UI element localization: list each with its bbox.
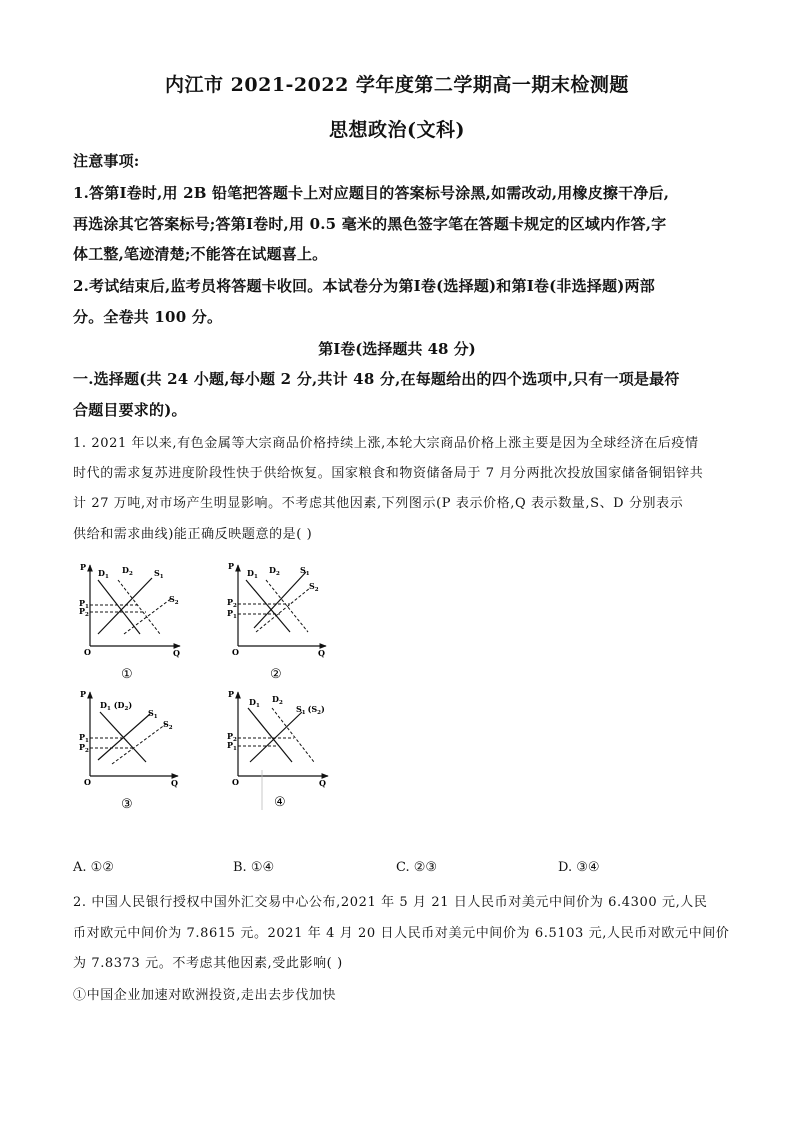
graph-3	[79, 689, 178, 812]
price-label: P	[79, 732, 86, 742]
svg-text:S1	[154, 568, 164, 580]
origin-label: O	[84, 647, 91, 657]
curve-label: D	[122, 565, 129, 575]
curve-label-sub: 2	[168, 725, 173, 731]
graph-1	[79, 562, 180, 682]
question-2-text: 币对欧元中间价为 7.8615 元。2021 年 4 月 20 日人民币对美元中间价为 6.5103 元,人民币对欧元中间价	[73, 926, 730, 941]
price-label: P	[227, 597, 234, 607]
price-label: P	[227, 740, 234, 750]
curve-label-sub: 2	[128, 571, 133, 577]
price-label-sub: 2	[233, 737, 237, 743]
curve-label-sub: 2	[174, 600, 179, 606]
graph-caption: ④	[274, 795, 286, 810]
question-2-text: 为 7.8373 元。不考虑其他因素,受此影响( )	[73, 956, 343, 971]
price-label-sub: 2	[85, 748, 89, 754]
svg-text:S1	[300, 565, 310, 577]
question-1-text: 计 27 万吨,对市场产生明显影响。不考虑其他因素,下列图示(P 表示价格,Q 表示数量,S、D 分别表示	[73, 496, 684, 511]
svg-text:S2	[169, 594, 179, 606]
curve-label: (S	[307, 704, 318, 714]
price-label-sub: 1	[85, 738, 89, 744]
curve-label: S	[163, 719, 169, 729]
svg-text:P	[228, 561, 234, 571]
notice-line: 再选涂其它答案标号;答第Ⅰ卷时,用 0.5 毫米的黑色签字笔在答题卡规定的区域内作答,字	[73, 215, 667, 233]
question-1-text: 时代的需求复苏进度阶段性快于供给恢复。国家粮食和物资储备局于 7 月分两批次投放国家储备铜铝锌共	[73, 466, 704, 481]
axis-label: P	[80, 689, 87, 699]
curve-label: (D	[113, 700, 125, 710]
notice-line: 体工整,笔迹清楚;不能答在试题喜上。	[73, 245, 328, 263]
price-label: P	[79, 742, 86, 752]
exam-subtitle: 思想政治(文科)	[329, 119, 465, 141]
curve-label: )	[321, 704, 325, 714]
origin-label: O	[232, 647, 239, 657]
notice-heading: 注意事项:	[73, 152, 140, 170]
svg-text:S2	[163, 719, 173, 731]
price-label: P	[227, 731, 234, 741]
section-instruction: 一.选择题(共 24 小题,每小题 2 分,共计 48 分,在每题给出的四个选项中,只有一项是最符	[73, 370, 680, 388]
curve-label: S	[300, 565, 306, 575]
axis-label: P	[80, 562, 87, 572]
graph-caption: ③	[121, 797, 133, 812]
question-2-text: 2. 中国人民银行授权中国外汇交易中心公布,2021 年 5 月 21 日人民币对美元中间价为 6.4300 元,人民	[73, 895, 708, 910]
axis-label: Q	[319, 778, 326, 788]
svg-text:P	[80, 689, 86, 699]
supply-demand-graphs	[0, 550, 794, 850]
section-title: 第Ⅰ卷(选择题共 48 分)	[318, 340, 476, 358]
section-instruction: 合题目要求的)。	[73, 401, 187, 419]
curve-label-sub: 2	[314, 587, 319, 593]
question-1-text: 1. 2021 年以来,有色金属等大宗商品价格持续上涨,本轮大宗商品价格上涨主要是因为全球经济在后疫情	[73, 436, 699, 451]
svg-text:D2	[272, 694, 283, 706]
curve-label: S	[309, 581, 315, 591]
origin-label: O	[84, 777, 91, 787]
curve-label-sub: 1	[253, 574, 258, 580]
curve-label: D	[247, 568, 254, 578]
curve-label-sub: 1	[153, 714, 158, 720]
graph-4	[227, 689, 328, 810]
question-2-choice: ①中国企业加速对欧洲投资,走出去步伐加快	[73, 988, 337, 1003]
svg-text:P	[228, 689, 234, 699]
curve-label-sub: 2	[278, 700, 283, 706]
curve-label: )	[128, 700, 133, 710]
graph-caption: ②	[270, 667, 282, 682]
notice-line: 分。全卷共 100 分。	[73, 308, 223, 326]
svg-text:D1(D2)	[100, 700, 132, 712]
curve-label-sub: 1	[301, 710, 306, 716]
option-d[interactable]: D. ③④	[558, 860, 600, 875]
option-c[interactable]: C. ②③	[396, 860, 438, 875]
notice-line: 2.考试结束后,监考员将答题卡收回。本试卷分为第Ⅰ卷(选择题)和第Ⅰ卷(非选择题)两部	[73, 277, 655, 295]
svg-text:D1	[249, 697, 260, 709]
curve-label-sub: 1	[305, 571, 310, 577]
option-a[interactable]: A. ①②	[73, 860, 114, 875]
question-1-text: 供给和需求曲线)能正确反映题意的是( )	[73, 527, 313, 542]
curve-label: D	[249, 697, 256, 707]
graph-2	[227, 561, 326, 682]
curve-label-sub: 1	[159, 574, 164, 580]
svg-text:D2	[269, 565, 280, 577]
curve-label: D	[98, 568, 105, 578]
curve-label: S	[169, 594, 175, 604]
svg-text:S1	[148, 708, 158, 720]
curve-label: S	[296, 704, 302, 714]
curve-label: D	[272, 694, 279, 704]
curve-label-sub: 1	[255, 703, 260, 709]
graph-caption: ①	[121, 667, 133, 682]
notice-line: 1.答第Ⅰ卷时,用 2B 铅笔把答题卡上对应题目的答案标号涂黑,如需改动,用橡皮擦干净后,	[73, 184, 670, 202]
curve-label-sub: 1	[104, 574, 109, 580]
curve-label: S	[154, 568, 160, 578]
svg-text:D1	[98, 568, 109, 580]
price-label: P	[227, 608, 234, 618]
axis-label: P	[228, 689, 235, 699]
curve-label: D	[100, 700, 107, 710]
svg-text:P1	[227, 608, 237, 620]
axis-label: Q	[318, 648, 325, 658]
axis-label: Q	[173, 648, 180, 658]
svg-text:D2	[122, 565, 133, 577]
price-label-sub: 1	[233, 746, 237, 752]
price-label-sub: 1	[85, 604, 89, 610]
svg-text:S2	[309, 581, 319, 593]
price-label-sub: 2	[233, 603, 237, 609]
svg-text:D1	[247, 568, 258, 580]
price-label-sub: 2	[85, 612, 89, 618]
curve-label-sub: 1	[106, 706, 111, 712]
exam-title: 内江市 2021-2022 学年度第二学期高一期末检测题	[165, 74, 629, 96]
axis-label: P	[228, 561, 235, 571]
curve-label: S	[148, 708, 154, 718]
axis-label: Q	[171, 778, 178, 788]
svg-text:P	[80, 562, 86, 572]
option-b[interactable]: B. ①④	[233, 860, 275, 875]
price-label: P	[79, 606, 86, 616]
curve-label-sub: 2	[275, 571, 280, 577]
price-label-sub: 1	[233, 614, 237, 620]
curve-label: D	[269, 565, 276, 575]
curve-label-sub: 2	[317, 710, 321, 716]
origin-label: O	[232, 777, 239, 787]
curve-label-sub: 2	[124, 706, 129, 712]
price-label: P	[79, 598, 86, 608]
